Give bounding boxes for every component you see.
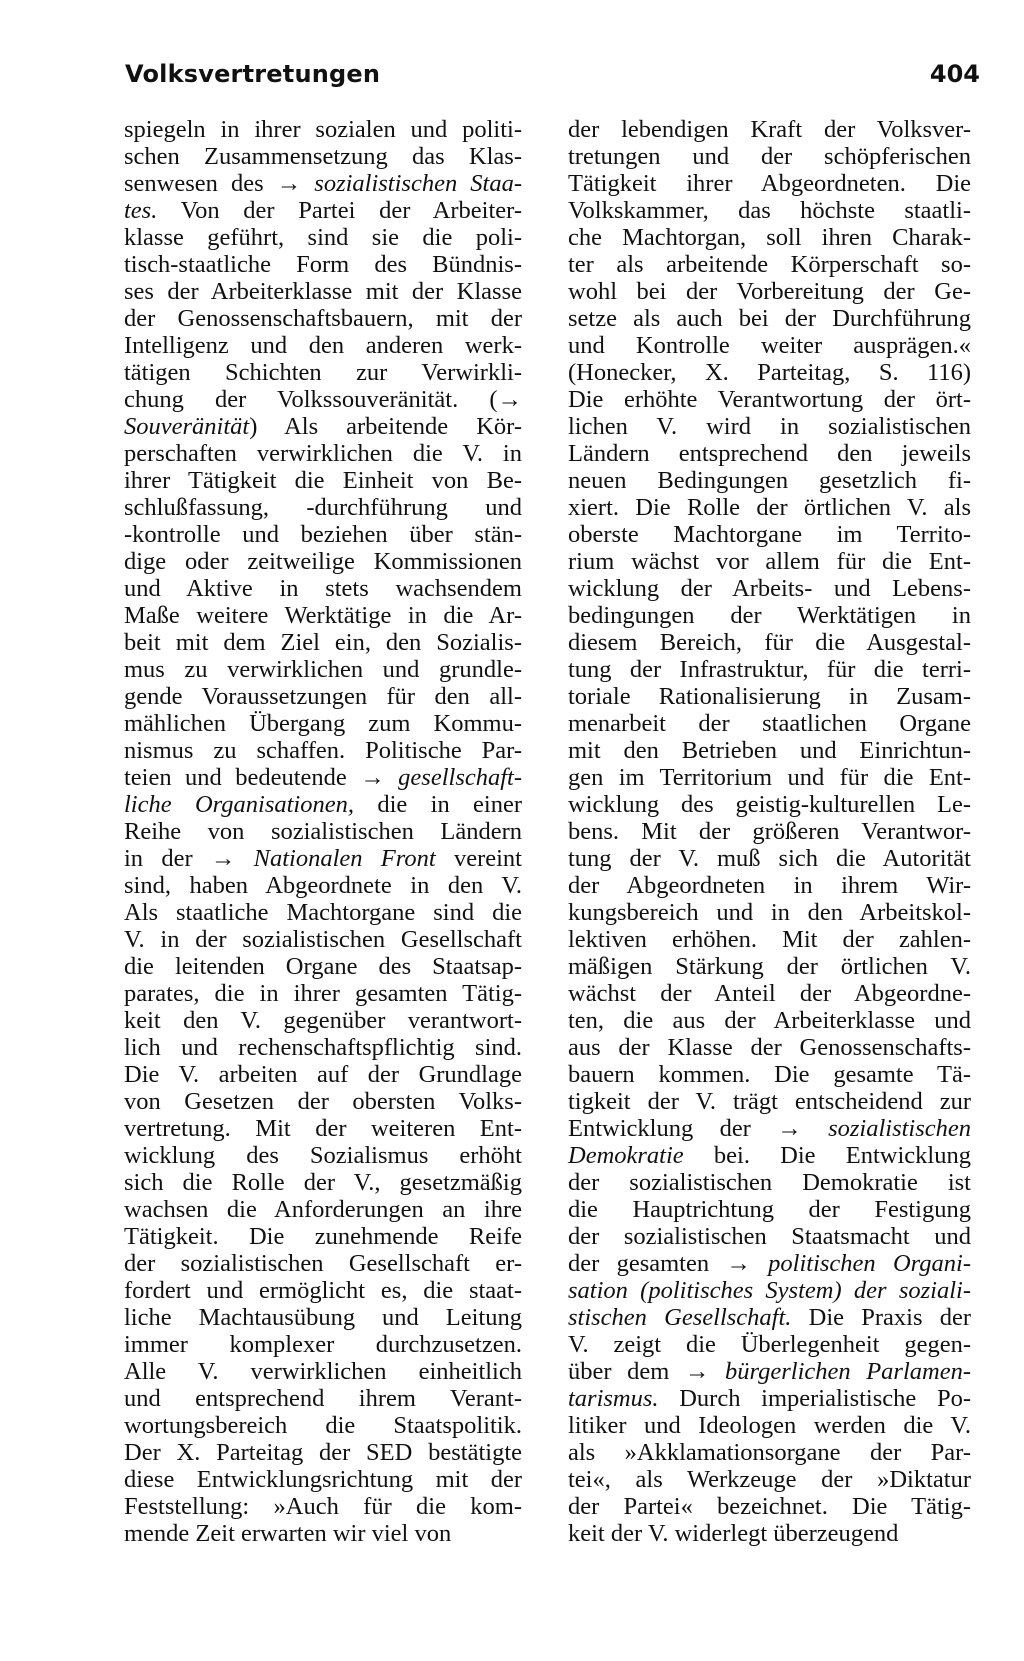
text-line bbox=[568, 1331, 971, 1358]
text-run: Der X. Parteitag der SED bestätigte bbox=[124, 1439, 522, 1466]
text-line bbox=[568, 224, 971, 251]
text-line bbox=[124, 440, 522, 467]
text-line bbox=[124, 1331, 522, 1358]
text-run: keit der V. widerlegt überzeugend bbox=[568, 1520, 899, 1547]
text-line bbox=[568, 332, 971, 359]
text-run: gende Voraussetzungen für den all- bbox=[124, 683, 522, 710]
text-run: mende Zeit erwarten wir viel von bbox=[124, 1520, 452, 1547]
text-line bbox=[124, 278, 522, 305]
text-line bbox=[568, 791, 971, 818]
text-run: Alle V. verwirklichen einheitlich bbox=[124, 1358, 522, 1385]
text-line bbox=[568, 602, 971, 629]
text-run: der Abgeordneten in ihrem Wir- bbox=[568, 872, 971, 899]
text-run: Durch imperialistische Po- bbox=[658, 1385, 971, 1412]
text-line bbox=[124, 629, 522, 656]
text-line bbox=[568, 1439, 971, 1466]
text-line bbox=[568, 1277, 971, 1304]
text-line bbox=[124, 1061, 522, 1088]
text-line bbox=[124, 1088, 522, 1115]
text-line bbox=[124, 1520, 522, 1547]
text-line bbox=[124, 305, 522, 332]
text-line bbox=[568, 116, 971, 143]
text-line bbox=[568, 1088, 971, 1115]
text-run: litiker und Ideologen werden die V. bbox=[568, 1412, 971, 1439]
text-run: ter als arbeitende Körperschaft so- bbox=[568, 251, 971, 278]
text-run-italic: → sozialistischen bbox=[777, 1115, 971, 1142]
text-run: Die V. arbeiten auf der Grundlage bbox=[124, 1061, 522, 1088]
text-run: gen im Territorium und für die Ent- bbox=[568, 764, 971, 791]
text-run: wicklung der Arbeits- und Lebens- bbox=[568, 575, 971, 602]
text-run: bauern kommen. Die gesamte Tä- bbox=[568, 1061, 971, 1088]
text-line bbox=[568, 386, 971, 413]
text-column-right bbox=[568, 116, 971, 1547]
text-run: Maße weitere Werktätige in die Ar- bbox=[124, 602, 522, 629]
text-run-italic: sation (politisches System) der soziali- bbox=[568, 1277, 971, 1304]
text-run: -kontrolle und beziehen über stän- bbox=[124, 521, 522, 548]
text-line bbox=[568, 1466, 971, 1493]
text-run: lichen V. wird in sozialistischen bbox=[568, 413, 971, 440]
text-run: chung der Volkssouveränität. (→ bbox=[124, 386, 522, 413]
text-run: wicklung des geistig-kulturellen Le- bbox=[568, 791, 971, 818]
text-run: V. zeigt die Überlegenheit gegen- bbox=[568, 1331, 971, 1358]
text-run: mählichen Übergang zum Kommu- bbox=[124, 710, 522, 737]
text-line bbox=[568, 1196, 971, 1223]
text-run: wohl bei der Vorbereitung der Ge- bbox=[568, 278, 971, 305]
text-line bbox=[568, 629, 971, 656]
text-column-left bbox=[124, 116, 522, 1547]
text-line bbox=[124, 656, 522, 683]
text-run: ) Als arbeitende Kör- bbox=[249, 413, 522, 440]
text-run: spiegeln in ihrer sozialen und politi- bbox=[124, 116, 522, 143]
text-line bbox=[124, 224, 522, 251]
text-line bbox=[568, 737, 971, 764]
text-run: (Honecker, X. Parteitag, S. 116) bbox=[568, 359, 971, 386]
text-line bbox=[568, 1250, 971, 1277]
text-run-italic: → Nationalen Front bbox=[210, 845, 436, 872]
text-line bbox=[568, 1223, 971, 1250]
text-run: setze als auch bei der Durchführung bbox=[568, 305, 971, 332]
text-run: beit mit dem Ziel ein, den Sozialis- bbox=[124, 629, 522, 656]
text-run: Reihe von sozialistischen Ländern bbox=[124, 818, 522, 845]
text-line bbox=[568, 494, 971, 521]
text-run: tretungen und der schöpferischen bbox=[568, 143, 971, 170]
text-run: tigkeit der V. trägt entscheidend zur bbox=[568, 1088, 971, 1115]
text-line bbox=[124, 386, 522, 413]
text-line bbox=[124, 602, 522, 629]
text-line bbox=[124, 467, 522, 494]
text-run: in der bbox=[124, 845, 211, 872]
text-line bbox=[124, 359, 522, 386]
text-run: vertretung. Mit der weiteren Ent- bbox=[124, 1115, 522, 1142]
text-line bbox=[568, 440, 971, 467]
text-run: rium wächst vor allem für die Ent- bbox=[568, 548, 971, 575]
text-line bbox=[124, 683, 522, 710]
text-run: mit den Betrieben und Einrichtun- bbox=[568, 737, 971, 764]
text-line bbox=[568, 413, 971, 440]
text-run: Entwicklung der bbox=[568, 1115, 778, 1142]
text-line bbox=[568, 656, 971, 683]
text-run: wortungsbereich die Staatspolitik. bbox=[124, 1412, 522, 1439]
text-line bbox=[124, 899, 522, 926]
text-run: über dem bbox=[568, 1358, 685, 1385]
text-run-italic: Demokratie bbox=[568, 1142, 684, 1169]
text-line bbox=[124, 845, 522, 872]
text-line bbox=[568, 926, 971, 953]
text-run: Von der Partei der Arbeiter- bbox=[157, 197, 522, 224]
text-line bbox=[568, 548, 971, 575]
text-run: tätigen Schichten zur Verwirkli- bbox=[124, 359, 522, 386]
text-run: oberste Machtorgane im Territo- bbox=[568, 521, 971, 548]
text-line bbox=[568, 1358, 971, 1385]
text-run: Die Praxis der bbox=[791, 1304, 971, 1331]
text-run: tung der V. muß sich die Autorität bbox=[568, 845, 971, 872]
text-run: wicklung des Sozialismus erhöht bbox=[124, 1142, 522, 1169]
text-line bbox=[568, 953, 971, 980]
text-run: dige oder zeitweilige Kommissionen bbox=[124, 548, 522, 575]
text-line bbox=[568, 251, 971, 278]
text-run: tei«, als Werkzeuge der »Diktatur bbox=[568, 1466, 971, 1493]
text-line bbox=[124, 1493, 522, 1520]
text-line bbox=[124, 1115, 522, 1142]
text-run-italic: → gesellschaft- bbox=[360, 764, 522, 791]
text-run: liche Machtausübung und Leitung bbox=[124, 1304, 522, 1331]
text-run: diesem Bereich, für die Ausgestal- bbox=[568, 629, 971, 656]
text-line bbox=[124, 1466, 522, 1493]
text-run: bedingungen der Werktätigen in bbox=[568, 602, 971, 629]
text-run: mäßigen Stärkung der örtlichen V. bbox=[568, 953, 971, 980]
text-run: aus der Klasse der Genossenschafts- bbox=[568, 1034, 971, 1061]
text-run: V. in der sozialistischen Gesellschaft bbox=[124, 926, 522, 953]
text-line bbox=[124, 143, 522, 170]
text-run: die Hauptrichtung der Festigung bbox=[568, 1196, 971, 1223]
text-line bbox=[124, 1439, 522, 1466]
text-line bbox=[124, 1277, 522, 1304]
text-line bbox=[568, 818, 971, 845]
text-line bbox=[124, 791, 522, 818]
text-run: sind, haben Abgeordnete in den V. bbox=[124, 872, 522, 899]
text-run: lektiven erhöhen. Mit der zahlen- bbox=[568, 926, 971, 953]
text-run: fordert und ermöglicht es, die staat- bbox=[124, 1277, 522, 1304]
page-number: 404 bbox=[929, 60, 980, 88]
text-run: wachsen die Anforderungen an ihre bbox=[124, 1196, 522, 1223]
page-header bbox=[125, 60, 980, 96]
text-run: senwesen des bbox=[124, 170, 277, 197]
text-run: der Partei« bezeichnet. Die Tätig- bbox=[568, 1493, 971, 1520]
text-run: die in einer bbox=[354, 791, 523, 818]
text-run: lich und rechenschaftspflichtig sind. bbox=[124, 1034, 522, 1061]
text-line bbox=[124, 1358, 522, 1385]
text-line bbox=[568, 1520, 971, 1547]
text-line bbox=[124, 953, 522, 980]
text-line bbox=[124, 1385, 522, 1412]
text-line bbox=[568, 1169, 971, 1196]
text-line bbox=[124, 251, 522, 278]
text-run: von Gesetzen der obersten Volks- bbox=[124, 1088, 522, 1115]
text-run: der gesamten bbox=[568, 1250, 727, 1277]
text-line bbox=[124, 818, 522, 845]
text-run: Ländern entsprechend den jeweils bbox=[568, 440, 971, 467]
text-run: der Genossenschaftsbauern, mit der bbox=[124, 305, 522, 332]
text-run-italic: → sozialistischen Staa- bbox=[276, 170, 522, 197]
text-run: und entsprechend ihrem Verant- bbox=[124, 1385, 522, 1412]
text-run: schen Zusammensetzung das Klas- bbox=[124, 143, 522, 170]
text-line bbox=[124, 926, 522, 953]
text-run-italic: → politischen Organi- bbox=[726, 1250, 971, 1277]
text-line bbox=[124, 197, 522, 224]
text-run-italic: tarismus. bbox=[568, 1385, 659, 1412]
text-run: vereint bbox=[435, 845, 522, 872]
text-run-italic: liche Organisationen, bbox=[124, 791, 354, 818]
text-run: ses der Arbeiterklasse mit der Klasse bbox=[124, 278, 522, 305]
text-run: schlußfassung, -durchführung und bbox=[124, 494, 522, 521]
text-run: der lebendigen Kraft der Volksver- bbox=[568, 116, 971, 143]
text-run: perschaften verwirklichen die V. in bbox=[124, 440, 522, 467]
text-line bbox=[124, 548, 522, 575]
text-run: xiert. Die Rolle der örtlichen V. als bbox=[568, 494, 971, 521]
text-run: ihrer Tätigkeit die Einheit von Be- bbox=[124, 467, 522, 494]
text-line bbox=[568, 1142, 971, 1169]
text-line bbox=[124, 332, 522, 359]
text-run: parates, die in ihrer gesamten Tätig- bbox=[124, 980, 522, 1007]
text-line bbox=[568, 710, 971, 737]
text-line bbox=[124, 1007, 522, 1034]
text-run: keit den V. gegenüber verantwort- bbox=[124, 1007, 522, 1034]
text-run: Tätigkeit ihrer Abgeordneten. Die bbox=[568, 170, 971, 197]
text-line bbox=[124, 1169, 522, 1196]
text-line bbox=[568, 143, 971, 170]
text-run: bei. Die Entwicklung bbox=[683, 1142, 971, 1169]
text-line bbox=[124, 494, 522, 521]
text-line bbox=[124, 1196, 522, 1223]
text-line bbox=[568, 1304, 971, 1331]
text-line bbox=[124, 737, 522, 764]
text-run: nismus zu schaffen. Politische Par- bbox=[124, 737, 522, 764]
text-line bbox=[568, 899, 971, 926]
text-run: und Aktive in stets wachsendem bbox=[124, 575, 522, 602]
text-line bbox=[568, 305, 971, 332]
text-line bbox=[568, 359, 971, 386]
text-line bbox=[124, 764, 522, 791]
text-run: Feststellung: »Auch für die kom- bbox=[124, 1493, 522, 1520]
text-run: tung der Infrastruktur, für die terri- bbox=[568, 656, 971, 683]
text-run: bens. Mit der größeren Verantwor- bbox=[568, 818, 971, 845]
text-line bbox=[568, 467, 971, 494]
text-run: der sozialistischen Gesellschaft er- bbox=[124, 1250, 522, 1277]
text-run: Volkskammer, das höchste staatli- bbox=[568, 197, 971, 224]
text-run: als »Akklamationsorgane der Par- bbox=[568, 1439, 971, 1466]
text-line bbox=[124, 413, 522, 440]
text-line bbox=[568, 1115, 971, 1142]
text-run: toriale Rationalisierung in Zusam- bbox=[568, 683, 971, 710]
running-head: Volksvertretungen bbox=[125, 60, 381, 88]
text-run: sich die Rolle der V., gesetzmäßig bbox=[124, 1169, 522, 1196]
text-line bbox=[568, 1061, 971, 1088]
text-line bbox=[568, 1007, 971, 1034]
text-run: der sozialistischen Staatsmacht und bbox=[568, 1223, 971, 1250]
text-run: Intelligenz und den anderen werk- bbox=[124, 332, 522, 359]
text-line bbox=[124, 1304, 522, 1331]
text-line bbox=[568, 980, 971, 1007]
text-line bbox=[568, 1412, 971, 1439]
text-line bbox=[568, 575, 971, 602]
text-run: der sozialistischen Demokratie ist bbox=[568, 1169, 971, 1196]
text-line bbox=[124, 170, 522, 197]
text-line bbox=[568, 872, 971, 899]
text-run: die leitenden Organe des Staatsap- bbox=[124, 953, 522, 980]
text-line bbox=[124, 980, 522, 1007]
text-line bbox=[124, 1412, 522, 1439]
text-run: menarbeit der staatlichen Organe bbox=[568, 710, 971, 737]
text-run: und Kontrolle weiter ausprägen.« bbox=[568, 332, 971, 359]
text-run-italic: Souveränität bbox=[124, 413, 250, 440]
text-run: klasse geführt, sind sie die poli- bbox=[124, 224, 522, 251]
text-run: Tätigkeit. Die zunehmende Reife bbox=[124, 1223, 522, 1250]
text-run: wächst der Anteil der Abgeordne- bbox=[568, 980, 971, 1007]
text-run: diese Entwicklungsrichtung mit der bbox=[124, 1466, 522, 1493]
text-run-italic: → bürgerlichen Parlamen- bbox=[684, 1358, 971, 1385]
text-line bbox=[568, 845, 971, 872]
text-line bbox=[568, 1385, 971, 1412]
text-run: kungsbereich und in den Arbeitskol- bbox=[568, 899, 971, 926]
text-line bbox=[568, 197, 971, 224]
text-line bbox=[568, 683, 971, 710]
text-line bbox=[568, 521, 971, 548]
text-line bbox=[124, 1223, 522, 1250]
text-run: ten, die aus der Arbeiterklasse und bbox=[568, 1007, 971, 1034]
text-run-italic: tes. bbox=[124, 197, 158, 224]
text-run: neuen Bedingungen gesetzlich fi- bbox=[568, 467, 971, 494]
text-line bbox=[124, 1142, 522, 1169]
text-line bbox=[124, 710, 522, 737]
text-run: immer komplexer durchzusetzen. bbox=[124, 1331, 522, 1358]
text-run: teien und bedeutende bbox=[124, 764, 361, 791]
text-line bbox=[568, 1034, 971, 1061]
text-line bbox=[568, 278, 971, 305]
text-line bbox=[568, 170, 971, 197]
text-run: Als staatliche Machtorgane sind die bbox=[124, 899, 522, 926]
text-run: Die erhöhte Verantwortung der ört- bbox=[568, 386, 971, 413]
text-line bbox=[124, 116, 522, 143]
text-run: mus zu verwirklichen und grundle- bbox=[124, 656, 522, 683]
text-line bbox=[568, 1493, 971, 1520]
text-run-italic: stischen Gesellschaft. bbox=[568, 1304, 792, 1331]
text-line bbox=[124, 1250, 522, 1277]
text-run: tisch-staatliche Form des Bündnis- bbox=[124, 251, 522, 278]
text-line bbox=[124, 521, 522, 548]
text-line bbox=[124, 1034, 522, 1061]
text-run: che Machtorgan, soll ihren Charak- bbox=[568, 224, 971, 251]
text-line bbox=[568, 764, 971, 791]
text-line bbox=[124, 575, 522, 602]
text-line bbox=[124, 872, 522, 899]
